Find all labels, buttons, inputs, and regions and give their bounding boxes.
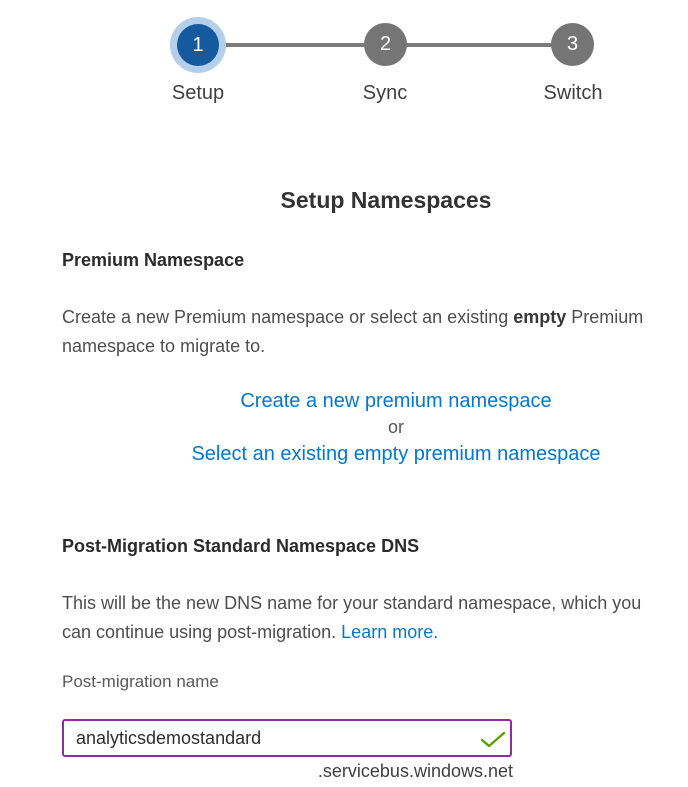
post-migration-name-input[interactable] [62, 719, 512, 757]
create-premium-namespace-link[interactable]: Create a new premium namespace [240, 390, 552, 412]
post-migration-dns-description [62, 589, 641, 647]
premium-description-line2: namespace to migrate to. [62, 336, 266, 356]
step-setup-number: 1 [177, 24, 219, 66]
premium-description-text-after: Premium [566, 307, 644, 327]
step-switch-circle[interactable] [551, 23, 594, 66]
post-migration-name-label: Post-migration name [62, 672, 219, 691]
step-sync-number: 2 [379, 33, 392, 55]
premium-namespace-description [62, 303, 643, 361]
learn-more-link[interactable]: Learn more. [341, 622, 439, 642]
step-setup-circle[interactable] [170, 17, 226, 73]
step-switch-number: 3 [566, 33, 579, 55]
or-separator-text: or [387, 417, 405, 437]
premium-description-bold-word: empty [513, 307, 567, 327]
premium-namespace-heading: Premium Namespace [62, 250, 245, 270]
page-title: Setup Namespaces [280, 187, 492, 213]
dns-description-text: can continue using post-migration. [62, 622, 342, 642]
step-switch-label: Switch [543, 82, 603, 104]
step-setup-label: Setup [171, 82, 225, 104]
premium-description-line1 [62, 303, 643, 332]
select-existing-namespace-link[interactable]: Select an existing empty premium namespace [191, 443, 601, 465]
servicebus-domain-suffix: .servicebus.windows.net [317, 761, 513, 781]
post-migration-dns-heading: Post-Migration Standard Namespace DNS [62, 536, 420, 556]
dns-description-line2 [62, 618, 641, 647]
step-sync-circle[interactable] [364, 23, 407, 66]
step-sync-label: Sync [362, 82, 408, 104]
valid-checkmark-icon [480, 731, 506, 748]
dns-description-line1: This will be the new DNS name for your standard namespace, which you [62, 593, 642, 613]
premium-description-text: Create a new Premium namespace or select an existing [62, 307, 514, 327]
